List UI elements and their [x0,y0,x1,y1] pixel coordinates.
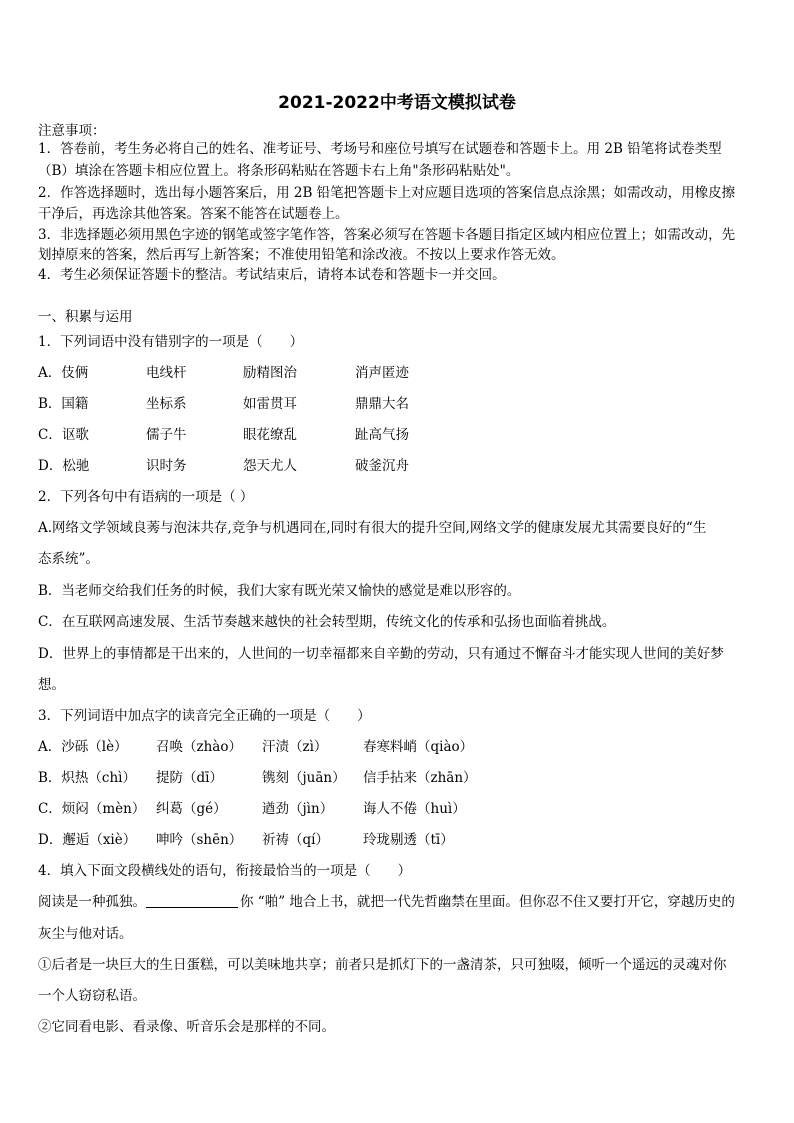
option-d-word-2: 呻吟（shēn） [156,832,243,848]
notice-heading: 注意事项： [38,123,106,139]
notice-line: 3．非选择题必须用黑色字迹的钢笔或签字笔作答，答案必须写在答题卡各题目指定区域内相应位置上；如需改动，先 [38,227,736,243]
question-4-stem: 4．填入下面文段横线处的语句，衔接最恰当的一项是（ ） [38,863,412,879]
option-d-word-1: D．松驰 [38,458,90,474]
notice-line: 2．作答选择题时，选出每小题答案后，用 2B 铅笔把答题卡上对应题目选项的答案信息点涂黑；如需改动，用橡皮擦 [38,185,736,201]
option-c-word-3: 眼花缭乱 [243,427,297,443]
question-3-stem: 3．下列词语中加点字的读音完全正确的一项是（ ） [38,708,371,724]
option-c-word-1: C．烦闷（mèn） [38,801,146,817]
option-b-word-1: B．国籍 [38,396,89,412]
option-b-word-3: 镌刻（juān） [262,770,346,786]
option-c-word-2: 纠葛（gé） [156,801,227,817]
fill-blank [146,894,238,908]
question-4-item-1-cont: 一个人窃窃私语。 [38,988,146,1004]
option-c-word-4: 趾高气扬 [355,427,409,443]
notice-line: （B）填涂在答题卡相应位置上。将条形码粘贴在答题卡右上角"条形码粘贴处"。 [38,163,520,179]
option-c-word-4: 诲人不倦（huì） [363,801,466,817]
passage-after-blank: 你 “啪” 地合上书，就把一代先哲幽禁在里面。但你忍不住又要打开它，穿越历史的 [240,894,735,910]
option-a-word-2: 电线杆 [146,365,187,381]
question-4-item-1: ①后者是一块巨大的生日蛋糕，可以美味地共享；前者只是抓灯下的一盏清茶，只可独啜，倾听一个遥远的灵魂对你 [38,957,727,973]
option-d-word-1: D．邂逅（xiè） [38,832,137,848]
option-d-word-3: 怨天尤人 [243,458,297,474]
option-b-word-2: 坐标系 [146,396,187,412]
notice-line: 4．考生必须保证答题卡的整洁。考试结束后，请将本试卷和答题卡一并交回。 [38,267,506,283]
option-a-word-3: 励精图治 [243,365,297,381]
question-2-stem: 2．下列各句中有语病的一项是（ ） [38,489,254,505]
question-1-stem: 1．下列词语中没有错别字的一项是（ ） [38,334,304,350]
notice-line: 1．答卷前，考生务必将自己的姓名、准考证号、考场号和座位号填写在试题卷和答题卡上。用 2B 铅笔将试卷类型 [38,141,722,157]
question-2-option-a-cont: 态系统”。 [38,551,99,567]
option-b-word-4: 信手拈来（zhān） [363,770,477,786]
question-4-passage-cont: 灰尘与他对话。 [38,926,133,942]
option-b-word-3: 如雷贯耳 [243,396,297,412]
question-2-option-d: D．世界上的事情都是干出来的，人世间的一切幸福都来自辛勤的劳动，只有通过不懈奋斗才能实现人世间的美好梦 [38,646,724,662]
option-b-word-1: B．炽热（chì） [38,770,136,786]
option-d-word-3: 祈祷（qí） [262,832,329,848]
option-a-word-4: 消声匿迹 [355,365,409,381]
option-d-word-4: 破釜沉舟 [355,458,409,474]
question-2-option-c: C．在互联网高速发展、生活节奏越来越快的社会转型期，传统文化的传承和弘扬也面临着挑战。 [38,614,616,630]
option-b-word-2: 提防（dī） [156,770,223,786]
question-2-option-d-cont: 想。 [38,677,65,693]
option-c-word-2: 儒子牛 [146,427,187,443]
question-4-passage [38,893,735,911]
option-a-word-2: 召唤（zhào） [156,739,242,755]
notice-line: 划掉原来的答案，然后再写上新答案；不准使用铅笔和涂改液。不按以上要求作答无效。 [38,247,565,263]
notice-line: 干净后，再选涂其他答案。答案不能答在试题卷上。 [38,206,349,222]
section-heading: 一、积累与运用 [38,309,133,325]
exam-title: 2021-2022中考语文模拟试卷 [278,93,516,113]
option-d-word-4: 玲珑剔透（tī） [363,832,454,848]
option-a-word-4: 春寒料峭（qiào） [363,739,474,755]
passage-start: 阅读是一种孤独。 [38,894,146,910]
option-a-word-3: 汗渍（zì） [262,739,328,755]
option-d-word-2: 识时务 [146,458,187,474]
question-2-option-b: B．当老师交给我们任务的时候，我们大家有既光荣又愉快的感觉是难以形容的。 [38,583,521,599]
option-b-word-4: 鼎鼎大名 [355,396,409,412]
option-a-word-1: A．伎俩 [38,365,89,381]
option-c-word-3: 遒劲（jìn） [262,801,334,817]
question-4-item-2: ②它同看电影、看录像、听音乐会是那样的不同。 [38,1019,335,1035]
option-c-word-1: C．讴歌 [38,427,89,443]
option-a-word-1: A．沙砾（lè） [38,739,128,755]
question-2-option-a: A.网络文学领域良莠与泡沫共存,竞争与机遇同在,同时有很大的提升空间,网络文学的健康发展尤其需要良好的“生 [38,520,707,536]
